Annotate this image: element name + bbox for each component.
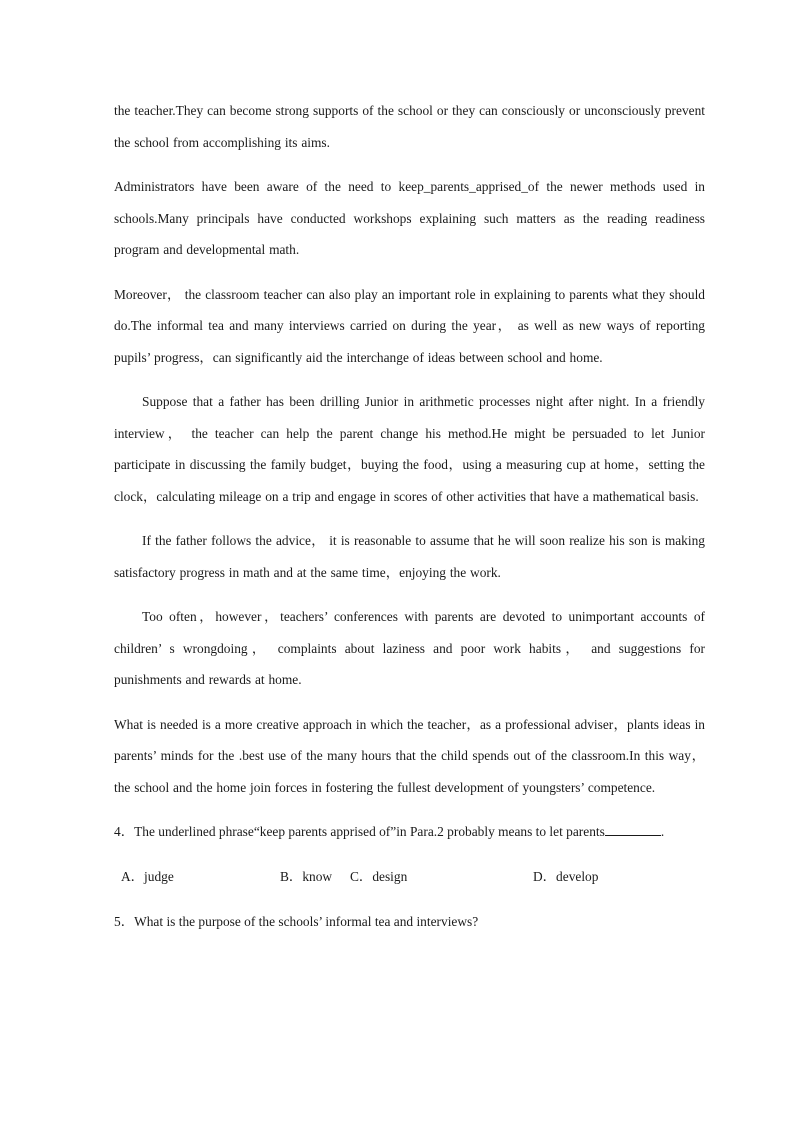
passage-paragraph-4: Suppose that a father has been drilling Junior in arithmetic processes night after night. In a friendly interview， the teacher can help the parent change his method.He might be persuaded to let Junior participate in discussing the family budget，buying the food，using a measuring cup at home，setting the clock，calculating mileage on a trip and engage in scores of other activities that have a mathematical basis. [114, 394, 705, 504]
option-d[interactable]: D．develop [533, 868, 599, 884]
question-5-text: What is the purpose of the schools’ informal tea and interviews? [134, 913, 479, 929]
passage-paragraph-7: What is needed is a more creative approach in which the teacher，as a professional adviser，plants ideas in parents’ minds for the .best use of the many hours that the child spends out of the classroom.In this way， the school and the home join forces in fostering the fullest development of youngsters’ competence. [114, 716, 705, 795]
question-5 [114, 906, 705, 938]
document-page [114, 95, 705, 937]
option-c[interactable]: C．design [350, 868, 408, 884]
option-a[interactable]: A．judge [121, 868, 174, 884]
question-4-number: 4． [114, 824, 135, 839]
question-5-number: 5． [114, 913, 135, 929]
question-4-options [114, 861, 705, 893]
question-4 [114, 816, 705, 848]
answer-blank [605, 823, 661, 836]
option-b[interactable]: B．know [280, 868, 333, 884]
passage-paragraph-5: If the father follows the advice， it is reasonable to assume that he will soon realize his son is making satisfactory progress in math and at the same time，enjoying the work. [114, 533, 705, 580]
question-4-text: The underlined phrase“keep parents apprised of”in Para.2 probably means to let parents [134, 824, 605, 839]
passage-paragraph-3: Moreover， the classroom teacher can also play an important role in explaining to parents what they should do.The informal tea and many interviews carried on during the year， as well as new ways of reporting pupils’ progress，can significantly aid the interchange of ideas between school and home. [114, 286, 705, 365]
question-4-end: . [660, 824, 665, 839]
passage-paragraph-2: Administrators have been aware of the need to keep_parents_apprised_of the newer methods used in schools.Many principals have conducted workshops explaining such matters as the reading readiness program and developmental math. [114, 179, 705, 257]
passage-paragraph-1: the teacher.They can become strong supports of the school or they can consciously or unconsciously prevent the school from accomplishing its aims. [114, 103, 705, 150]
passage-paragraph-6: Too often，however，teachers’ conferences with parents are devoted to unimportant accounts of children’ s wrongdoing， complaints about laziness and poor work habits， and suggestions for punishments and rewards at home. [114, 609, 705, 687]
